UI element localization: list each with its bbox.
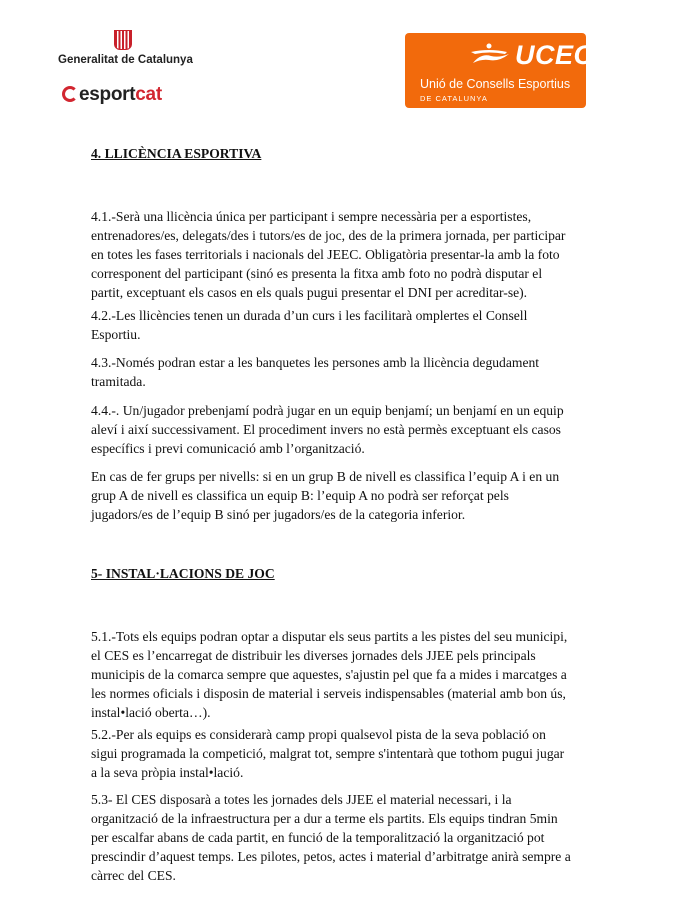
paragraph-line: per escalfar abans de cada partit, en funció de la temporalització la organització pot [91,830,545,845]
paragraph-line: prescindir d’aquest temps. Les pilotes, petos, actes i material d’arbitratge anirà sempre a [91,849,571,864]
ucec-subtitle-2: DE CATALUNYA [420,94,488,103]
paragraph-line: instal•lació oberta…). [91,705,211,720]
paragraph-line: 4.1.-Serà una llicència única per participant i sempre necessària per a esportistes, [91,209,532,224]
section-4-heading: 4. LLICÈNCIA ESPORTIVA [91,146,262,161]
paragraph-line: específics i previ comunicació amb l’organització. [91,441,365,456]
senyera-seal-icon [114,30,132,50]
paragraph-line: 5.3- El CES disposarà a totes les jornades dels JJEE el material necessari, i la [91,792,512,807]
ucec-title: UCEC [515,40,594,70]
paragraph-line: el CES es l’encarregat de distribuir les diverses jornades dels JJEE pels principals [91,648,536,663]
paragraph-line: entrenadores/es, delegats/des i tutors/es de joc, des de la primera jornada, per participar [91,228,566,243]
paragraph-line: corresponent del participant (sinó es presenta la fitxa amb foto no podrà disputar el [91,266,543,281]
paragraph-line: 4.4.-. Un/jugador prebenjamí podrà jugar en un equip benjamí; un benjamí en un equip [91,403,564,418]
paragraph-line: jugadors/es de l’equip B sinó per jugadors/es de la categoria inferior. [91,507,466,522]
runner-figure-icon [467,43,511,65]
paragraph [91,401,564,458]
paragraph-line: grup A de nivell es classifica un equip B: l’equip A no podrà ser reforçat pels [91,488,509,503]
paragraph-line: càrrec del CES. [91,868,176,883]
paragraph-line: 4.3.-Només podran estar a les banquetes les persones amb la llicència degudament [91,355,540,370]
paragraph-line: sigui programada la competició, malgrat tot, sempre s'intentarà que tothom pugui jugar [91,746,565,761]
paragraph [91,627,567,722]
paragraph-line: 4.2.-Les llicències tenen un durada d’un curs i les facilitarà omplertes el Consell [91,308,528,323]
paragraph-line: partit, exceptuant els casos en els quals pugui presentar el DNI per acreditar-se). [91,285,528,300]
paragraph-line: En cas de fer grups per nivells: si en un grup B de nivell es classifica l’equip A i en un [91,469,560,484]
esportcat-logo [62,84,162,106]
section-5-heading: 5- INSTAL·LACIONS DE JOC [91,566,275,581]
paragraph-line: en totes les fases territorials i nacionals del JEEC. Obligatòria presentar-la amb la foto [91,247,560,262]
paragraph-line: 5.2.-Per als equips es considerarà camp propi qualsevol pista de la seva població on [91,727,546,742]
paragraph-line: les normes oficials i disposin de material i serveis indispensables (material amb bon ús, [91,686,566,701]
paragraph-line: aleví i així successivament. El procediment invers no està permès exceptuant els casos [91,422,561,437]
paragraph-line: Esportiu. [91,327,141,342]
paragraph-line: tramitada. [91,374,146,389]
paragraph [91,725,564,782]
esportcat-text-b: cat [135,84,162,105]
paragraph-line: organització de la infraestructura per a dur a terme els partits. Els equips tindran 5min [91,811,558,826]
esportcat-swirl-icon [62,86,78,102]
paragraph [91,467,559,524]
paragraph-line: 5.1.-Tots els equips podran optar a disputar els seus partits a les pistes del seu municipi, [91,629,568,644]
paragraph-line: municipis de la comarca sempre que aquestes, s'ajustin pel que fa a mides i marcatges a [91,667,567,682]
paragraph [91,207,565,302]
paragraph [91,790,571,885]
paragraph-line: a la seva pròpia instal•lació. [91,765,244,780]
esportcat-text-a: esport [79,84,136,105]
paragraph [91,353,539,391]
paragraph [91,306,527,344]
generalitat-label: Generalitat de Catalunya [58,54,193,66]
generalitat-logo [58,30,193,66]
ucec-subtitle: Unió de Consells Esportius [420,77,571,91]
ucec-logo [405,33,594,108]
